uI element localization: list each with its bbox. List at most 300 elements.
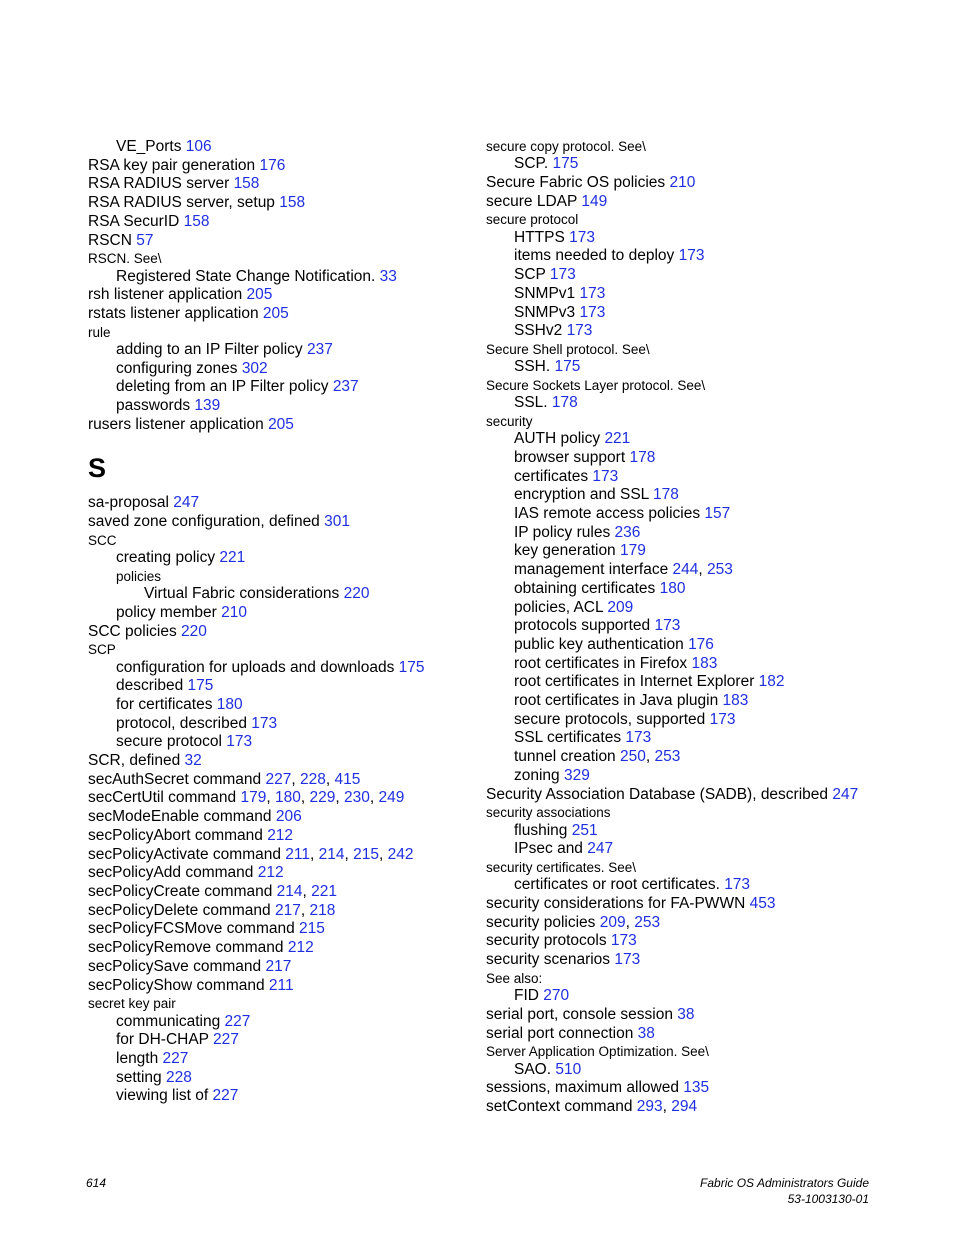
page-reference-link[interactable]: 228 bbox=[165, 1068, 192, 1086]
index-entry: secCertUtil command 179, 180, 229, 230, 249 bbox=[88, 789, 405, 807]
page-reference-link[interactable]: 175 bbox=[398, 658, 425, 676]
page-reference-link[interactable]: 173 bbox=[592, 467, 619, 485]
index-entry bbox=[486, 859, 906, 876]
index-subentry bbox=[88, 360, 508, 379]
index-term: sessions, maximum allowed bbox=[486, 1079, 684, 1097]
index-entry: secPolicyCreate command 214, 221 bbox=[88, 882, 338, 900]
index-subentry bbox=[88, 659, 508, 678]
index-term: secret key pair bbox=[88, 996, 176, 1012]
index-term: browser support bbox=[514, 448, 630, 466]
index-subentry bbox=[486, 822, 906, 841]
page-reference-link[interactable]: 249 bbox=[378, 789, 405, 807]
index-entry: setContext command 293, 294 bbox=[486, 1097, 698, 1115]
index-entry bbox=[88, 808, 508, 827]
page-reference-link[interactable]: 302 bbox=[241, 359, 268, 377]
index-term: Security Association Database (SADB), described bbox=[486, 785, 833, 803]
page-reference-link[interactable]: 57 bbox=[136, 231, 154, 249]
page-reference-link[interactable]: 176 bbox=[259, 156, 286, 174]
index-term: SSL. bbox=[514, 394, 552, 412]
index-entry bbox=[88, 752, 508, 771]
index-term: SCP bbox=[88, 642, 116, 658]
index-entry bbox=[88, 213, 508, 232]
index-subentry bbox=[486, 729, 906, 748]
page-reference-link[interactable]: 227 bbox=[224, 1012, 251, 1030]
index-entry bbox=[486, 341, 906, 358]
page-reference-link[interactable]: 158 bbox=[183, 212, 210, 230]
page-reference-link[interactable]: 173 bbox=[226, 733, 253, 751]
page-reference-link[interactable]: 212 bbox=[267, 826, 294, 844]
page-reference-link[interactable]: 180 bbox=[659, 579, 686, 597]
page-reference-link[interactable]: 247 bbox=[587, 840, 614, 858]
page-reference-link[interactable]: 178 bbox=[551, 394, 578, 412]
page-reference-link[interactable]: 32 bbox=[184, 752, 202, 770]
index-term: root certificates in Firefox bbox=[514, 654, 692, 672]
index-term: SCR, defined bbox=[88, 752, 185, 770]
page-reference-link[interactable]: 173 bbox=[566, 322, 593, 340]
page-reference-link[interactable]: 510 bbox=[555, 1060, 582, 1078]
page-reference-link[interactable]: 175 bbox=[552, 155, 579, 173]
index-subentry bbox=[486, 266, 906, 285]
page-reference-link[interactable]: 253 bbox=[707, 561, 733, 579]
index-term: secure protocols, supported bbox=[514, 710, 710, 728]
page-reference-link[interactable]: 214 bbox=[318, 845, 345, 863]
index-entry bbox=[88, 286, 508, 305]
index-term: IAS remote access policies bbox=[514, 505, 705, 523]
index-term: creating policy bbox=[116, 549, 220, 567]
page-reference-link[interactable]: 157 bbox=[704, 505, 731, 523]
index-term: key generation bbox=[514, 542, 620, 560]
page-reference-link[interactable]: 236 bbox=[614, 523, 641, 541]
index-term: public key authentication bbox=[514, 635, 689, 653]
index-entry: secAuthSecret command 227, 228, 415 bbox=[88, 770, 361, 788]
index-subentry bbox=[88, 568, 508, 585]
index-term: secure protocol bbox=[116, 733, 227, 751]
page-reference-link[interactable]: 453 bbox=[749, 894, 776, 912]
page-reference-link[interactable]: 158 bbox=[233, 175, 260, 193]
index-subentry bbox=[88, 715, 508, 734]
index-term: secPolicyShow command bbox=[88, 976, 269, 994]
page-reference-link[interactable]: 244 bbox=[672, 561, 699, 579]
index-subentry bbox=[486, 876, 906, 895]
index-subentry bbox=[486, 358, 906, 377]
index-term: protocol, described bbox=[116, 714, 252, 732]
index-entry bbox=[486, 951, 906, 970]
index-subentry bbox=[486, 449, 906, 468]
index-subentry bbox=[486, 987, 906, 1006]
document-number: 53-1003130-01 bbox=[787, 1192, 869, 1206]
index-term: secure LDAP bbox=[486, 192, 582, 210]
index-entry bbox=[88, 194, 508, 213]
page-reference-link[interactable]: 237 bbox=[332, 378, 359, 396]
page-reference-link[interactable]: 173 bbox=[251, 714, 278, 732]
page-reference-link[interactable]: 173 bbox=[549, 266, 576, 284]
index-term: sa-proposal bbox=[88, 494, 174, 512]
index-subentry bbox=[486, 524, 906, 543]
index-entry bbox=[88, 157, 508, 176]
page-reference-link[interactable]: 33 bbox=[379, 267, 397, 285]
index-subentry: management interface 244, 253 bbox=[514, 561, 733, 579]
page-reference-link[interactable]: 173 bbox=[654, 617, 681, 635]
index-term: root certificates in Java plugin bbox=[514, 692, 723, 710]
page-reference-link[interactable]: 209 bbox=[599, 913, 626, 931]
page-reference-link[interactable]: 214 bbox=[276, 882, 303, 900]
index-subentry bbox=[486, 617, 906, 636]
index-subentry bbox=[88, 1031, 508, 1050]
page-reference-link[interactable]: 179 bbox=[240, 789, 267, 807]
index-subentry bbox=[88, 378, 508, 397]
index-entry bbox=[88, 532, 508, 549]
index-term: IPsec and bbox=[514, 840, 588, 858]
page-reference-link[interactable]: 229 bbox=[309, 789, 336, 807]
page-reference-link[interactable]: 173 bbox=[678, 247, 705, 265]
page-reference-link[interactable]: 221 bbox=[604, 430, 631, 448]
page-reference-link[interactable]: 173 bbox=[625, 729, 652, 747]
index-term: FID bbox=[514, 987, 544, 1005]
index-entry bbox=[486, 377, 906, 394]
index-term: described bbox=[116, 677, 188, 695]
index-term: SAO. bbox=[514, 1060, 556, 1078]
page-reference-link[interactable]: 242 bbox=[387, 845, 414, 863]
page-reference-link[interactable]: 173 bbox=[610, 932, 637, 950]
page-reference-link[interactable]: 221 bbox=[311, 882, 338, 900]
index-entry bbox=[486, 1043, 906, 1060]
index-term: SNMPv1 bbox=[514, 284, 580, 302]
index-term: secPolicyAbort command bbox=[88, 826, 268, 844]
index-term: flushing bbox=[514, 821, 572, 839]
index-entry bbox=[88, 958, 508, 977]
index-term: AUTH policy bbox=[514, 430, 605, 448]
index-entry bbox=[88, 827, 508, 846]
index-term: viewing list of bbox=[116, 1087, 213, 1105]
index-subentry bbox=[486, 322, 906, 341]
page-reference-link[interactable]: 180 bbox=[216, 695, 243, 713]
index-entry bbox=[486, 1025, 906, 1044]
index-term: RSA RADIUS server bbox=[88, 175, 234, 193]
index-subentry bbox=[88, 341, 508, 360]
page-reference-link[interactable]: 415 bbox=[334, 770, 361, 788]
index-term: security scenarios bbox=[486, 951, 615, 969]
page-reference-link[interactable]: 251 bbox=[571, 821, 598, 839]
page-reference-link[interactable]: 210 bbox=[221, 603, 247, 621]
page-reference-link[interactable]: 293 bbox=[636, 1097, 663, 1115]
page-reference-link[interactable]: 180 bbox=[274, 789, 301, 807]
index-term: secPolicyRemove command bbox=[88, 939, 288, 957]
page-reference-link[interactable]: 215 bbox=[353, 845, 379, 863]
index-term: rule bbox=[88, 324, 111, 340]
index-entry bbox=[486, 211, 906, 228]
page-reference-link[interactable]: 211 bbox=[285, 845, 310, 863]
index-subentry bbox=[88, 696, 508, 715]
index-term: SNMPv3 bbox=[514, 303, 580, 321]
index-entry bbox=[486, 1006, 906, 1025]
index-term: serial port, console session bbox=[486, 1005, 678, 1023]
index-subentry bbox=[486, 711, 906, 730]
page-reference-link[interactable]: 270 bbox=[543, 987, 570, 1005]
index-term: IP policy rules bbox=[514, 523, 615, 541]
index-term: policies, ACL bbox=[514, 598, 608, 616]
index-term: Registered State Change Notification. bbox=[116, 267, 380, 285]
index-term: configuring zones bbox=[116, 359, 242, 377]
page-reference-link[interactable]: 329 bbox=[563, 766, 590, 784]
page-reference-link[interactable]: 210 bbox=[669, 174, 696, 191]
page-reference-link[interactable]: 38 bbox=[637, 1024, 655, 1042]
index-entry bbox=[486, 895, 906, 914]
index-entry bbox=[88, 513, 508, 532]
index-term: management interface bbox=[514, 561, 673, 579]
page-reference-link[interactable]: 205 bbox=[262, 304, 289, 322]
index-subentry bbox=[486, 394, 906, 413]
page-reference-link[interactable]: 221 bbox=[219, 549, 246, 567]
index-subentry bbox=[486, 692, 906, 711]
index-term: passwords bbox=[116, 397, 195, 415]
index-term: Secure Sockets Layer protocol. See\ bbox=[486, 377, 706, 393]
page-reference-link[interactable]: 178 bbox=[653, 486, 679, 504]
index-entry bbox=[88, 939, 508, 958]
index-subentry bbox=[486, 486, 906, 505]
index-subentry bbox=[486, 1061, 906, 1080]
index-term: rusers listener application bbox=[88, 415, 269, 433]
index-term: secure protocol bbox=[486, 212, 579, 228]
index-subentry bbox=[88, 549, 508, 568]
index-entry bbox=[88, 623, 508, 642]
index-entry bbox=[88, 494, 508, 513]
index-column-left bbox=[88, 138, 508, 1106]
page-reference-link[interactable]: 211 bbox=[268, 976, 294, 994]
page-reference-link[interactable]: 215 bbox=[299, 920, 325, 938]
index-subentry bbox=[486, 599, 906, 618]
index-subentry bbox=[486, 580, 906, 599]
index-term: RSCN. See\ bbox=[88, 251, 162, 267]
index-term: obtaining certificates bbox=[514, 579, 660, 597]
index-term: security bbox=[486, 413, 533, 429]
index-entry bbox=[88, 977, 508, 996]
index-entry: security policies 209, 253 bbox=[486, 913, 661, 931]
index-term: setContext command bbox=[486, 1097, 637, 1115]
index-term: RSCN bbox=[88, 231, 137, 249]
page-reference-link[interactable]: 220 bbox=[181, 622, 207, 640]
index-subentry bbox=[88, 1069, 508, 1088]
index-column-right bbox=[486, 138, 906, 1117]
page-reference-link[interactable]: 220 bbox=[343, 585, 370, 603]
index-entry bbox=[88, 250, 508, 267]
index-term: secCertUtil command bbox=[88, 789, 241, 807]
page-reference-link[interactable]: 218 bbox=[309, 901, 336, 919]
index-term: certificates bbox=[514, 467, 593, 485]
index-entry bbox=[88, 864, 508, 883]
index-entry bbox=[88, 232, 508, 251]
index-entry bbox=[88, 920, 508, 939]
index-term: secModeEnable command bbox=[88, 808, 276, 826]
index-term: RSA RADIUS server, setup bbox=[88, 194, 280, 212]
index-term: rsh listener application bbox=[88, 286, 247, 304]
index-subentry: tunnel creation 250, 253 bbox=[514, 748, 681, 766]
page-reference-link[interactable]: 250 bbox=[620, 748, 646, 766]
index-term: SCC bbox=[88, 532, 117, 548]
index-term: tunnel creation bbox=[514, 748, 620, 766]
page-reference-link[interactable]: 158 bbox=[279, 194, 306, 212]
page-reference-link[interactable]: 173 bbox=[709, 710, 736, 728]
index-entry bbox=[88, 995, 508, 1012]
index-term: VE_Ports bbox=[116, 138, 186, 155]
index-term: secPolicyDelete command bbox=[88, 901, 275, 919]
page-reference-link[interactable]: 247 bbox=[173, 494, 200, 512]
page-reference-link[interactable]: 179 bbox=[620, 542, 646, 560]
page-reference-link[interactable]: 173 bbox=[579, 303, 606, 321]
index-subentry bbox=[88, 1050, 508, 1069]
page-reference-link[interactable]: 178 bbox=[629, 448, 656, 466]
page-reference-link[interactable]: 38 bbox=[677, 1005, 695, 1023]
page-reference-link[interactable]: 175 bbox=[554, 358, 581, 376]
page-reference-link[interactable]: 212 bbox=[257, 864, 284, 882]
page-reference-link[interactable]: 173 bbox=[569, 228, 595, 246]
index-term: zoning bbox=[514, 766, 564, 784]
page-reference-link[interactable]: 230 bbox=[343, 789, 370, 807]
index-entry bbox=[486, 413, 906, 430]
index-term: Secure Fabric OS policies bbox=[486, 174, 670, 191]
page-reference-link[interactable]: 212 bbox=[287, 939, 314, 957]
index-subentry bbox=[486, 247, 906, 266]
index-term: for certificates bbox=[116, 695, 217, 713]
index-term: See also: bbox=[486, 970, 543, 986]
index-subentry bbox=[88, 677, 508, 696]
index-subentry bbox=[88, 733, 508, 752]
index-term: communicating bbox=[116, 1012, 225, 1030]
index-term: secPolicyFCSMove command bbox=[88, 920, 300, 938]
page-reference-link[interactable]: 217 bbox=[265, 957, 292, 975]
page-reference-link[interactable]: 176 bbox=[688, 635, 714, 653]
page-reference-link[interactable]: 253 bbox=[634, 913, 661, 931]
page-reference-link[interactable]: 227 bbox=[213, 1031, 239, 1049]
index-term: setting bbox=[116, 1068, 166, 1086]
index-entry bbox=[486, 970, 906, 987]
section-letter-heading: S bbox=[88, 453, 107, 484]
page-reference-link[interactable]: 206 bbox=[275, 808, 302, 826]
index-term: deleting from an IP Filter policy bbox=[116, 378, 333, 396]
index-term: certificates or root certificates. bbox=[514, 876, 725, 894]
page-reference-link[interactable]: 135 bbox=[683, 1079, 710, 1097]
index-term: secPolicyActivate command bbox=[88, 845, 286, 863]
index-subentry bbox=[486, 155, 906, 174]
index-term: rstats listener application bbox=[88, 304, 263, 322]
index-term: protocols supported bbox=[514, 617, 655, 635]
index-term: secAuthSecret command bbox=[88, 770, 266, 788]
index-entry bbox=[486, 174, 906, 193]
index-term: RSA SecurID bbox=[88, 212, 184, 230]
page-reference-link[interactable]: 205 bbox=[246, 286, 273, 304]
page-reference-link[interactable]: 183 bbox=[722, 692, 749, 710]
index-term: SSH. bbox=[514, 358, 555, 376]
index-term: SCP bbox=[514, 266, 550, 284]
index-term: SCC policies bbox=[88, 622, 182, 640]
index-entry bbox=[88, 175, 508, 194]
index-subentry bbox=[88, 138, 508, 157]
page-reference-link[interactable]: 149 bbox=[581, 192, 608, 210]
guide-title: Fabric OS Administrators Guide bbox=[700, 1176, 869, 1190]
page-reference-link[interactable]: 217 bbox=[274, 901, 301, 919]
document-footer bbox=[700, 1175, 869, 1207]
index-term: SSHv2 bbox=[514, 322, 567, 340]
index-term: secPolicyCreate command bbox=[88, 882, 277, 900]
page-reference-link[interactable]: 182 bbox=[758, 673, 785, 691]
index-term: saved zone configuration, defined bbox=[88, 513, 325, 531]
index-term: length bbox=[116, 1049, 163, 1067]
index-subentry bbox=[486, 430, 906, 449]
index-term: root certificates in Internet Explorer bbox=[514, 673, 759, 691]
index-subentry bbox=[486, 840, 906, 859]
index-term: policy member bbox=[116, 603, 222, 621]
index-term: security associations bbox=[486, 805, 611, 821]
index-term: security protocols bbox=[486, 932, 611, 950]
page-reference-link[interactable]: 247 bbox=[832, 785, 859, 803]
index-subentry bbox=[486, 285, 906, 304]
page-reference-link[interactable]: 175 bbox=[187, 677, 214, 695]
page-reference-link[interactable]: 209 bbox=[607, 598, 634, 616]
index-term: SCP. bbox=[514, 155, 553, 173]
index-term: HTTPS bbox=[514, 228, 570, 246]
page-reference-link[interactable]: 301 bbox=[324, 513, 350, 531]
index-subentry bbox=[88, 604, 508, 623]
index-term: configuration for uploads and downloads bbox=[116, 658, 399, 676]
index-term: secPolicyAdd command bbox=[88, 864, 258, 882]
index-term: adding to an IP Filter policy bbox=[116, 340, 307, 358]
page-reference-link[interactable]: 139 bbox=[194, 397, 221, 415]
index-subentry bbox=[88, 268, 508, 287]
index-entry: secPolicyDelete command 217, 218 bbox=[88, 901, 336, 919]
page-reference-link[interactable]: 228 bbox=[299, 770, 326, 788]
page-reference-link[interactable]: 294 bbox=[671, 1097, 698, 1115]
page-reference-link[interactable]: 227 bbox=[162, 1049, 189, 1067]
index-subentry bbox=[486, 767, 906, 786]
index-term: policies bbox=[116, 568, 162, 584]
index-subentry bbox=[88, 397, 508, 416]
index-entry bbox=[88, 641, 508, 658]
index-term: security considerations for FA-PWWN bbox=[486, 894, 750, 912]
index-entry bbox=[88, 324, 508, 341]
index-term: Server Application Optimization. See\ bbox=[486, 1044, 709, 1060]
index-term: secure copy protocol. See\ bbox=[486, 139, 646, 154]
index-entry bbox=[88, 416, 508, 435]
index-term: Secure Shell protocol. See\ bbox=[486, 341, 650, 357]
index-subentry bbox=[486, 229, 906, 248]
index-subentry bbox=[486, 505, 906, 524]
index-entry bbox=[486, 193, 906, 212]
index-entry bbox=[486, 1079, 906, 1098]
page-reference-link[interactable]: 227 bbox=[212, 1087, 239, 1105]
page-reference-link[interactable]: 106 bbox=[185, 138, 212, 155]
index-entry bbox=[88, 305, 508, 324]
page-reference-link[interactable]: 173 bbox=[614, 951, 641, 969]
index-subentry bbox=[88, 585, 508, 604]
index-term: encryption and SSL bbox=[514, 486, 654, 504]
index-entry: secPolicyActivate command 211, 214, 215, 242 bbox=[88, 845, 414, 863]
index-term: secPolicySave command bbox=[88, 957, 266, 975]
index-entry bbox=[486, 932, 906, 951]
page-reference-link[interactable]: 173 bbox=[724, 876, 751, 894]
index-subentry bbox=[486, 636, 906, 655]
page-reference-link[interactable]: 253 bbox=[654, 748, 681, 766]
page-reference-link[interactable]: 183 bbox=[691, 654, 718, 672]
index-subentry bbox=[486, 304, 906, 323]
page-reference-link[interactable]: 227 bbox=[265, 770, 292, 788]
index-subentry bbox=[88, 1087, 508, 1106]
index-subentry bbox=[486, 468, 906, 487]
index-subentry bbox=[486, 542, 906, 561]
page-reference-link[interactable]: 173 bbox=[579, 284, 606, 302]
page-reference-link[interactable]: 237 bbox=[307, 340, 333, 358]
page-number: 614 bbox=[86, 1176, 107, 1190]
index-entry bbox=[486, 138, 906, 155]
page-reference-link[interactable]: 205 bbox=[268, 415, 294, 433]
